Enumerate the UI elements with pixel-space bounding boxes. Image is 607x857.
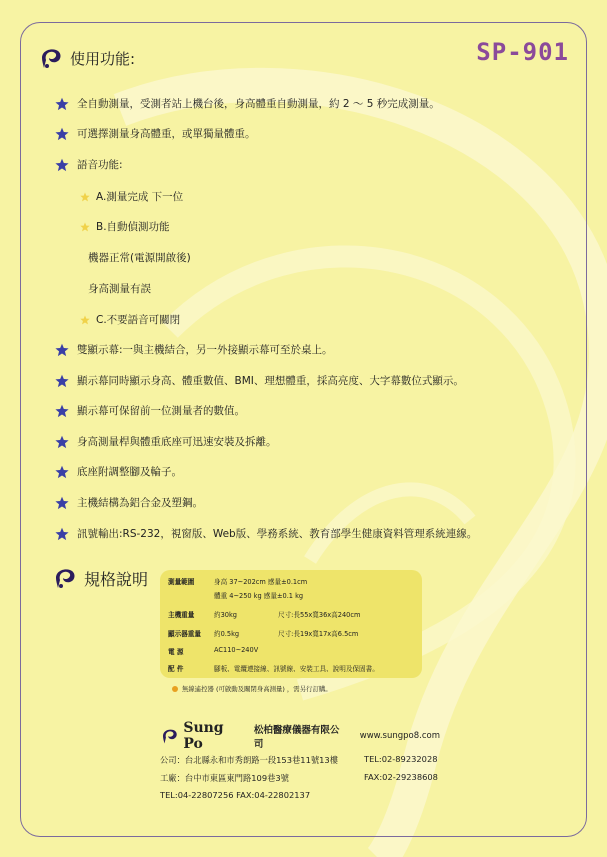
star-icon xyxy=(55,343,69,357)
company-tel: TEL:02-89232028 xyxy=(364,754,438,764)
voice-c-text: C.不要語音可關閉 xyxy=(96,314,181,326)
feature-text: 全自動測量，受測者站上機台後，身高體重自動測量，約 2 ～ 5 秒完成測量。 xyxy=(77,98,440,110)
remote-note xyxy=(172,684,332,693)
spec-key: 電 源 xyxy=(168,648,184,656)
spec-value: 約0.5kg xyxy=(214,630,240,638)
page-border xyxy=(20,22,587,837)
feature-text: 訊號輸出:RS-232，視窗版、Web版、學務系統、教育部學生健康資料管理系統連線。 xyxy=(77,528,478,540)
feature-text: 可選擇測量身高體重，或單獨量體重。 xyxy=(77,128,256,140)
star-icon xyxy=(55,465,69,479)
spec-table xyxy=(160,570,422,678)
feature-item xyxy=(55,434,277,449)
spec-key: 主機重量 xyxy=(168,611,195,619)
brand-logo-icon xyxy=(38,46,64,70)
feature-item xyxy=(55,373,464,388)
bullet-dot-icon xyxy=(172,686,178,692)
company-address: 公司：台北縣永和市秀朗路一段153巷11號13樓 xyxy=(160,755,338,765)
feature-text: 顯示幕可保留前一位測量者的數值。 xyxy=(77,405,245,417)
company-fax: FAX:02-29238608 xyxy=(364,772,438,782)
remote-note-text: 無線遙控器 (可啟動及關閉身高測量) ，需另行訂購。 xyxy=(182,685,332,693)
spec-value: 體重 4~250 kg 感量±0.1 kg xyxy=(214,592,304,600)
spec-section-label: 規格說明 xyxy=(84,569,149,589)
model-number: SP-901 xyxy=(476,38,569,66)
voice-a-text: A.測量完成 下一位 xyxy=(96,191,184,203)
star-icon xyxy=(55,435,69,449)
feature-item xyxy=(55,342,333,357)
company-header xyxy=(160,720,440,752)
spec-value: 尺寸:長19x寬17x高6.5cm xyxy=(278,630,359,638)
spec-section-title xyxy=(52,566,148,590)
company-info xyxy=(160,720,440,800)
star-icon xyxy=(55,158,69,172)
spec-value: 尺寸:長55x寬36x高240cm xyxy=(278,611,361,619)
feature-item xyxy=(55,495,203,510)
spec-row-range xyxy=(168,576,307,586)
spec-row-power xyxy=(168,646,258,656)
voice-item-c xyxy=(80,312,180,327)
feature-text: 顯示幕同時顯示身高、體重數值、BMI、理想體重，採高亮度、大字幕數位式顯示。 xyxy=(77,375,464,387)
spec-value: AC110~240V xyxy=(214,646,259,654)
spec-row-main xyxy=(168,609,360,619)
feature-item xyxy=(55,96,440,111)
star-icon xyxy=(55,527,69,541)
company-url: www.sungpo8.com xyxy=(359,731,440,741)
spec-row-accessories xyxy=(168,663,379,673)
voice-item-b xyxy=(80,219,170,234)
feature-item xyxy=(55,157,123,172)
feature-item xyxy=(55,126,256,141)
feature-item xyxy=(55,526,477,541)
voice-b2-text: 身高測量有誤 xyxy=(88,283,151,295)
spec-value: 腳板、電纜連接線、訊號線、安裝工具、說明及保固書。 xyxy=(214,665,379,673)
spec-key: 配 件 xyxy=(168,665,184,673)
voice-item-a xyxy=(80,189,183,204)
brand-logo-icon xyxy=(52,566,78,590)
star-icon xyxy=(55,374,69,388)
star-icon xyxy=(55,496,69,510)
usage-section-label: 使用功能: xyxy=(70,49,136,68)
factory-address: 工廠：台中市東區東門路109巷3號 xyxy=(160,773,289,783)
spec-value: 約30kg xyxy=(214,611,237,619)
company-logo-icon xyxy=(160,727,179,745)
star-icon xyxy=(55,404,69,418)
feature-text: 底座附調整腳及輪子。 xyxy=(77,466,182,478)
spec-row-display xyxy=(168,628,358,638)
feature-text: 主機結構為鋁合金及塑鋼。 xyxy=(77,497,203,509)
company-name: 松柏醫療儀器有限公司 xyxy=(253,725,340,750)
star-icon xyxy=(55,97,69,111)
spec-value: 身高 37~202cm 感量±0.1cm xyxy=(214,578,308,586)
feature-item xyxy=(55,403,245,418)
factory-contact: TEL:04-22807256 FAX:04-22802137 xyxy=(160,790,311,800)
spec-row-range-weight xyxy=(168,590,303,600)
small-star-icon xyxy=(80,222,90,232)
star-icon xyxy=(55,127,69,141)
spec-key: 顯示器重量 xyxy=(168,630,201,638)
feature-text: 身高測量桿與體重底座可迅速安裝及拆離。 xyxy=(77,436,277,448)
feature-text: 語音功能: xyxy=(77,159,123,171)
small-star-icon xyxy=(80,192,90,202)
company-brand: Sung Po xyxy=(183,720,224,752)
voice-b1-text: 機器正常(電源開啟後) xyxy=(88,252,191,264)
usage-section-title xyxy=(38,46,135,70)
feature-item xyxy=(55,464,182,479)
small-star-icon xyxy=(80,315,90,325)
voice-b-text: B.自動偵測功能 xyxy=(96,221,170,233)
feature-text: 雙顯示幕:一與主機結合，另一外接顯示幕可至於桌上。 xyxy=(77,344,333,356)
spec-key: 測量範圍 xyxy=(168,578,195,586)
